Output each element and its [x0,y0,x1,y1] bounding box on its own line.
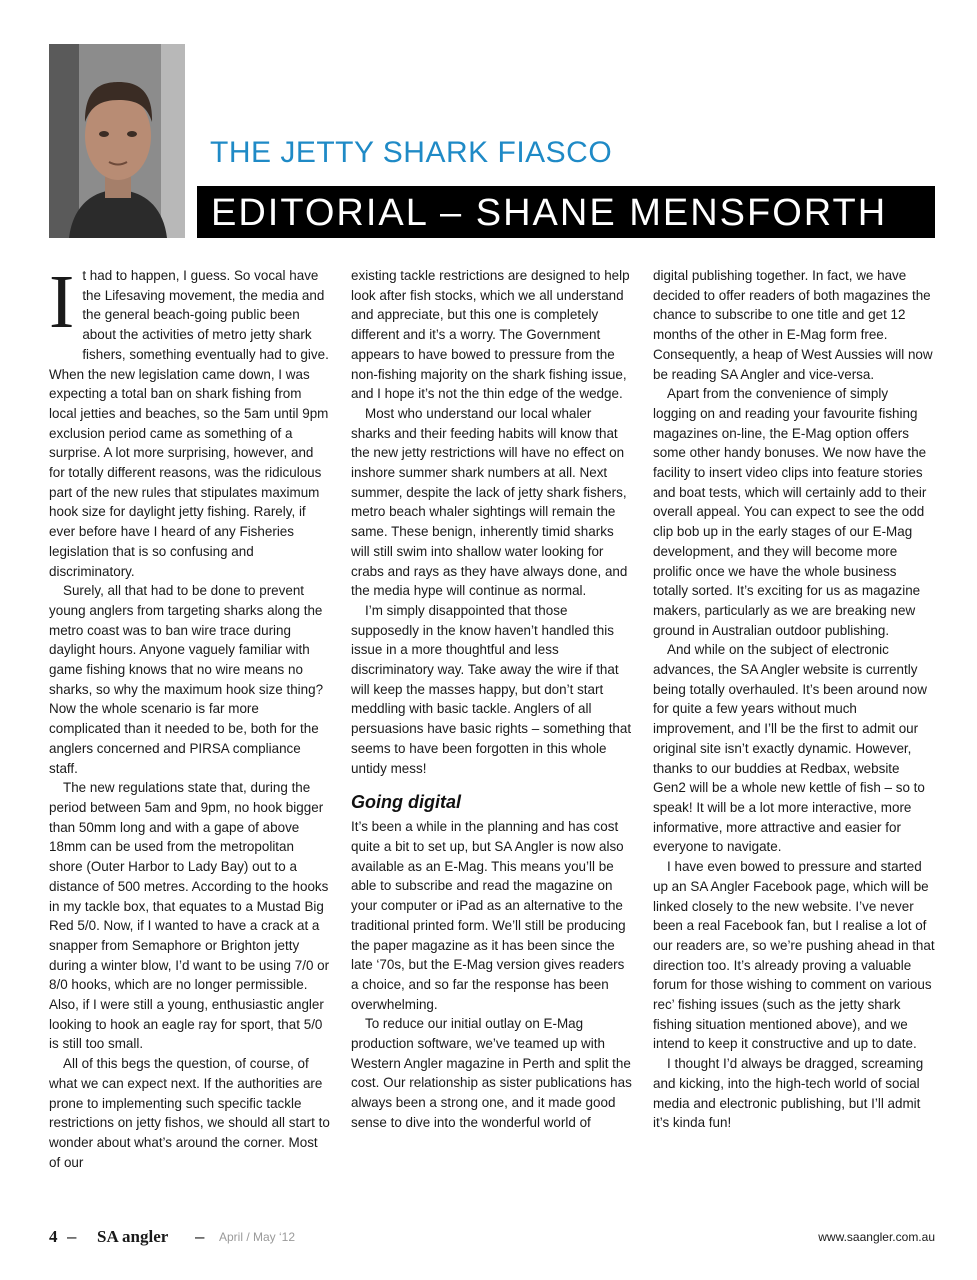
paragraph: Apart from the convenience of simply logging on and reading your favourite fishing magazines on-line, the E-Mag option offers some other handy bonuses. We now have the facility to insert video clips into feature stories and boat tests, which will certainly add to their overall appeal. You can expect to see the odd clip bob up in the early stages of our E-Mag development, and they will become more prolific once we have the whole business totally sorted. It’s exciting for us as magazine makers, particularly as we are breaking new ground in Australian outdoor publishing. [653,386,927,638]
subheading: Going digital [351,792,461,813]
paragraph: To reduce our initial outlay on E-Mag production software, we’ve teamed up with Western Angler magazine in Perth and split the cost. Our relationship as sister publications has always been a strong one, and it made good sense to dive into the wonderful world of [351,1016,632,1130]
paragraph: All of this begs the question, of course, of what we can expect next. If the authorities are prone to implementing such specific tackle restrictions on jetty fishos, we should all start to wonder about what’s around the corner. Most of our [49,1056,330,1170]
website-url: www.saangler.com.au [818,1230,935,1244]
paragraph: digital publishing together. In fact, we have decided to offer readers of both magazines the chance to subscribe to one title and get 12 months of the other in E-Mag form free. Consequently, a heap of West Aussies will now be reading SA Angler and vice-versa. [653,268,933,382]
banner-text: EDITORIAL – SHANE MENSFORTH [211,192,888,234]
page-footer [49,1227,935,1249]
paragraph: Surely, all that had to be done to prevent young anglers from targeting sharks along the metro coast was to ban wire trace during daylight hours. Anyone vaguely familiar with game fishing knows that no wire means no sharks, so why the maximum hook size thing? Now the whole scenario is far more complicated than it needed to be, both for the anglers concerned and PIRSA compliance staff. [49,583,324,776]
paragraph: I thought I’d always be dragged, screaming and kicking, into the high-tech world of social media and electronic publishing, but I’ll admit it’s kinda fun! [653,1056,924,1131]
footer-dash: – [67,1227,77,1246]
page-number: 4 [49,1227,58,1246]
magazine-name: SA angler [97,1227,169,1246]
column-3 [653,266,935,1133]
footer-dash: – [195,1227,205,1246]
paragraph: The new regulations state that, during the period between 5am and 9pm, no hook bigger than 50mm long and with a gape of above 18mm can be used from the metropolitan shore (Outer Harbor to Lady Bay) out to a distance of 500 metres. According to the hooks in my tackle box, that equates to a Mustad Big Red 5/0. Now, if I wanted to have a crack at a snapper from Semaphore or Brighton jetty during a winter blow, I’d want to be using 7/0 or 8/0 hooks, which are no longer permissible. Also, if I were still a young, enthusiastic angler looking to hook an eagle ray for sport, that 5/0 is still too small. [49,780,330,1052]
issue-date: April / May ‘12 [219,1230,296,1244]
author-portrait-icon [49,44,185,238]
editorial-banner [197,186,935,238]
paragraph: existing tackle restrictions are designed to help look after fish stocks, which we all understand and appreciate, but this one is completely different and it’s a worry. The Government appears to have bowed to pressure from the non-fishing majority on the shark fishing issue, and I hope it’s not the thin edge of the wedge. [351,268,630,402]
paragraph: It’s been a while in the planning and has cost quite a bit to set up, but SA Angler is now also available as an E-Mag. This means you’ll be able to subscribe and read the magazine on your computer or iPad as an alternative to the traditional printed form. We’ll still be producing the paper magazine as it has been since the late ‘70s, but the E-Mag version gives readers a choice, and so far the response has been overwhelming. [351,819,626,1012]
author-photo [49,44,185,238]
drop-cap: I [49,260,75,344]
paragraph: I have even bowed to pressure and started up an SA Angler Facebook page, which will be linked closely to the new website. I’ve never been a real Facebook fan, but I realise a lot of our readers are, so we’re pushing ahead in that direction too. It’s already proving a valuable forum for those wishing to comment on various rec’ fishing issues (such as the jetty shark fishing situation mentioned above), and we intend to keep it constructive and up to date. [653,859,935,1052]
column-2 [351,266,633,1133]
paragraph: I’m simply disappointed that those supposedly in the know haven’t handled this issue in a more thoughtful and less discriminatory way. Take away the wire if that will keep the masses happy, but don’t start meddling with basic tackle. Anglers of all persuasions have basic rights – something that seems to have been forgotten in this whole untidy mess! [351,602,632,776]
article-title: THE JETTY SHARK FIASCO [210,136,613,169]
column-1 [49,260,331,1172]
paragraph: t had to happen, I guess. So vocal have the Lifesaving movement, the media and the general beach-going public been about the activities of metro jetty shark fishers, something eventually had to give. When the new legislation came down, I was expecting a total ban on shark fishing from local jetties and beaches, so the 5am until 9pm exclusion period came as something of a surprise. A lot more surprising, however, and for totally different reasons, was the ridiculous part of the new rules that stipulates maximum hook size for daylight jetty fishing. Rarely, if ever before have I heard of any Fisheries legislation that is so confusing and discriminatory. [49,268,329,579]
paragraph: And while on the subject of electronic advances, the SA Angler website is currently being totally overhauled. It’s been around now for quite a few years without much improvement, and I’ll be the first to admit our original site isn’t exactly dynamic. However, thanks to our buddies at Redbax, website Gen2 will be a whole new kettle of fish – so to speak! It will be a lot more interactive, more informative, more attractive and easier for everyone to navigate. [653,642,927,855]
paragraph: Most who understand our local whaler sharks and their feeding habits will know that the new jetty restrictions will have no effect on inshore summer shark numbers at all. Next summer, despite the lack of jetty shark fishers, metro beach whaler sightings will remain the same. These benign, inherently timid sharks will still swim into shallow water looking for crabs and rays as they have always done, and the media hype will continue as normal. [351,405,628,599]
